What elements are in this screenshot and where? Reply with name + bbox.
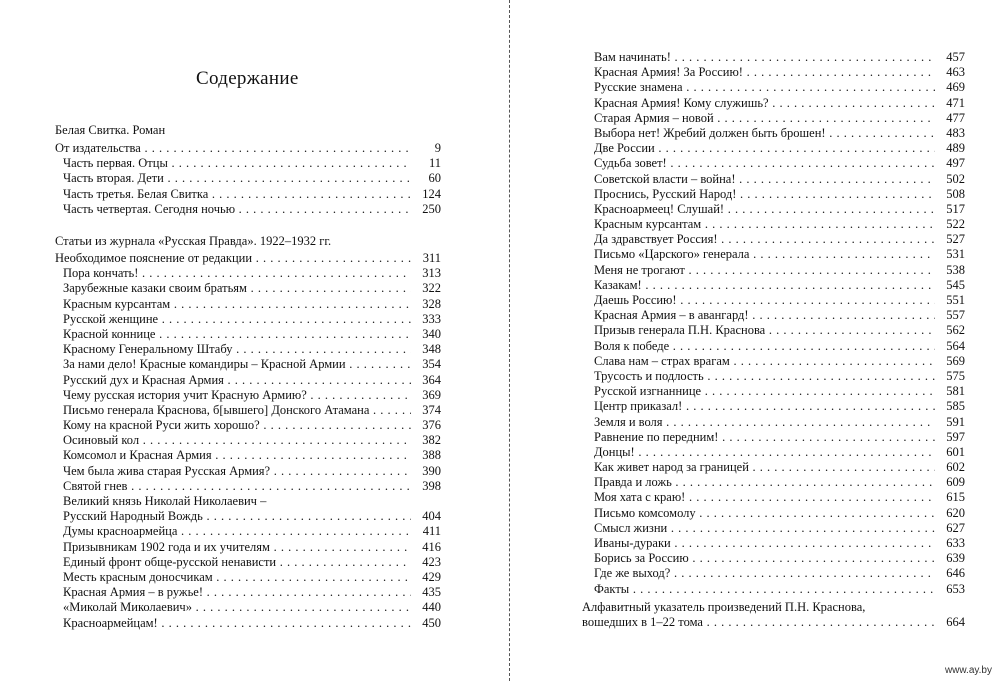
toc-entry-title: Центр приказал! . . .: [594, 399, 935, 414]
toc-entry-title: «Миколай Миколаевич» . . .: [63, 600, 411, 615]
toc-entry-title: Моя хата с краю! . . .: [594, 490, 935, 505]
toc-entry-title: Иваны-дураки . . .: [594, 536, 935, 551]
toc-entry-title: Борись за Россию . . .: [594, 551, 935, 566]
toc-entry-page: 557: [946, 308, 965, 323]
toc-entry: [63, 418, 441, 433]
toc-entry-page: 602: [946, 460, 965, 475]
toc-entry: [63, 312, 441, 327]
toc-entry-page: 562: [946, 323, 965, 338]
toc-entry: [594, 354, 965, 369]
toc-entry-title: Красной коннице . . .: [63, 327, 411, 342]
toc-entry-page: 390: [422, 463, 441, 478]
toc-entry-page: 469: [946, 80, 965, 95]
toc-entry-page: 597: [946, 429, 965, 444]
toc-entry-title: Советской власти – война! . . .: [594, 172, 935, 187]
toc-entry-title: Комсомол и Красная Армия . . .: [63, 448, 411, 463]
toc-entry-page: 11: [428, 156, 441, 171]
toc-entry-title: Зарубежные казаки своим братьям . . .: [63, 281, 411, 296]
toc-entry-title: Проснись, Русский Народ! . . .: [594, 187, 935, 202]
page-divider: [509, 0, 510, 681]
toc-entry: [594, 217, 965, 232]
toc-entry-page: 569: [946, 353, 965, 368]
toc-entry: [63, 448, 441, 463]
toc-entry-title: Месть красным доносчикам . . .: [63, 570, 411, 585]
toc-entry-page: 646: [946, 566, 965, 581]
toc-entry-title: Русский дух и Красная Армия . . .: [63, 373, 411, 388]
toc-entry-page: 250: [422, 201, 441, 216]
toc-entry: [594, 475, 965, 490]
toc-entry-page: 502: [946, 171, 965, 186]
toc-entry-page: 522: [946, 217, 965, 232]
toc-entry-page: 585: [946, 399, 965, 414]
toc-entry: [63, 327, 441, 342]
toc-entry: [594, 551, 965, 566]
toc-entry-title: Призыв генерала П.Н. Краснова . . .: [594, 323, 935, 338]
toc-entry: [63, 342, 441, 357]
toc-entry-title-line1: Великий князь Николай Николаевич –: [63, 494, 267, 508]
toc-entry: [594, 293, 965, 308]
toc-entry: [594, 187, 965, 202]
toc-entry-page: 508: [946, 186, 965, 201]
toc-entry: [594, 308, 965, 323]
toc-entry-title: Часть вторая. Дети . . .: [63, 171, 411, 186]
toc-entry-title: Факты . . .: [594, 582, 935, 597]
toc-entry-page: 328: [422, 296, 441, 311]
index-entry: [582, 600, 965, 630]
toc-entry: [63, 494, 441, 524]
toc-entry-page: 388: [422, 448, 441, 463]
toc-entry-title: Красная Армия! Кому служишь? . . .: [594, 96, 935, 111]
toc-entry-title: Красная Армия – в ружье! . . .: [63, 585, 411, 600]
toc-entry-title: Красная Армия – в авангард! . . .: [594, 308, 935, 323]
toc-entry-title: Равнение по передним! . . .: [594, 430, 935, 445]
toc-entry: [63, 171, 441, 186]
toc-entry: [63, 373, 441, 388]
toc-entry: [63, 433, 441, 448]
toc-entry-page: 429: [422, 569, 441, 584]
toc-entry-page: 311: [422, 251, 441, 265]
toc-entry: [594, 430, 965, 445]
toc-entry-title: Чему русская история учит Красную Армию? . . .: [63, 388, 411, 403]
section2-toc: [55, 251, 441, 631]
toc-entry: [55, 251, 441, 266]
toc-entry-title: Пора кончать! . . .: [63, 266, 411, 281]
toc-entry-page: 653: [946, 581, 965, 596]
toc-entry-page: 633: [946, 536, 965, 550]
toc-entry: [63, 585, 441, 600]
toc-entry-page: 471: [946, 95, 965, 110]
toc-entry-title: Письмо комсомолу . . .: [594, 506, 935, 521]
toc-entry-title: Красная Армия! За Россию! . . .: [594, 65, 935, 80]
toc-entry-page: 489: [946, 141, 965, 156]
toc-entry: [594, 156, 965, 171]
toc-entry-title: Земля и воля . . .: [594, 415, 935, 430]
toc-entry-title: Письмо «Царского» генерала . . .: [594, 247, 935, 262]
toc-entry-title: Да здравствует Россия! . . .: [594, 232, 935, 247]
toc-entry-page: 382: [422, 433, 441, 448]
section2-heading: Статьи из журнала «Русская Правда». 1922–1932 гг.: [55, 234, 332, 248]
toc-entry: [594, 202, 965, 217]
toc-entry-title: Красным курсантам . . .: [594, 217, 935, 232]
toc-entry-page: 60: [428, 171, 441, 186]
toc-entry-page: 463: [946, 65, 965, 80]
toc-entry-title: Донцы! . . .: [594, 445, 935, 460]
toc-entry-title: Необходимое пояснение от редакции . . .: [55, 251, 411, 266]
toc-entry-title: Две России . . .: [594, 141, 935, 156]
toc-entry: [594, 490, 965, 505]
toc-entry: [594, 521, 965, 536]
toc-entry-page: 313: [422, 266, 441, 281]
toc-entry-title: Трусость и подлость . . .: [594, 369, 935, 384]
toc-entry: [63, 202, 441, 217]
toc-entry-title: Думы красноармейца . . .: [63, 524, 411, 539]
toc-entry: [594, 126, 965, 141]
right-toc: [594, 50, 965, 597]
toc-entry-page: 9: [434, 141, 441, 155]
toc-entry: [63, 570, 441, 585]
toc-entry-title: Русские знамена . . .: [594, 80, 935, 95]
toc-entry-title: Русской женщине . . .: [63, 312, 411, 327]
toc-entry-page: 497: [946, 156, 965, 171]
toc-entry: [63, 555, 441, 570]
toc-entry: [594, 415, 965, 430]
toc-entry-title: вошедших в 1–22 тома . . .: [582, 615, 935, 630]
toc-entry-title: Выбора нет! Жребий должен быть брошен! . . .: [594, 126, 935, 141]
toc-entry-page: 450: [422, 615, 441, 630]
toc-entry: [594, 172, 965, 187]
toc-entry: [594, 445, 965, 460]
toc-entry-page: 545: [946, 277, 965, 292]
toc-entry-title: Чем была жива старая Русская Армия? . . .: [63, 464, 411, 479]
toc-entry-page: 551: [946, 293, 965, 307]
toc-entry-title: Старая Армия – новой . . .: [594, 111, 935, 126]
toc-entry-page: 440: [422, 600, 441, 615]
toc-entry: [63, 266, 441, 281]
toc-entry-page: 124: [422, 186, 441, 201]
toc-entry: [63, 403, 441, 418]
section1-toc: [55, 141, 441, 217]
toc-entry: [63, 524, 441, 539]
toc-entry: [594, 278, 965, 293]
toc-entry: [594, 247, 965, 262]
toc-entry-page: 483: [946, 125, 965, 140]
toc-entry: [63, 297, 441, 312]
toc-entry-title: Святой гнев . . .: [63, 479, 411, 494]
toc-entry: [594, 460, 965, 475]
toc-entry-title: Слава нам – страх врагам . . .: [594, 354, 935, 369]
toc-entry-title: Осиновый кол . . .: [63, 433, 411, 448]
toc-entry: [63, 357, 441, 372]
toc-entry: [594, 111, 965, 126]
toc-entry-title: Красноармейцам! . . .: [63, 616, 411, 631]
toc-entry-title: Казакам! . . .: [594, 278, 935, 293]
toc-entry-page: 531: [946, 247, 965, 262]
toc-entry: [594, 384, 965, 399]
toc-entry: [594, 232, 965, 247]
toc-entry-page: 416: [422, 539, 441, 554]
toc-entry: [594, 141, 965, 156]
page-title: Содержание: [196, 68, 299, 89]
toc-entry-page: 664: [946, 615, 965, 630]
watermark: www.ay.by: [944, 665, 992, 676]
toc-entry-title: От издательства . . .: [55, 141, 411, 156]
toc-entry-page: 615: [946, 490, 965, 505]
toc-entry-page: 404: [422, 509, 441, 524]
toc-entry-page: 333: [422, 311, 441, 326]
toc-entry-page: 575: [946, 368, 965, 383]
toc-entry: [594, 566, 965, 581]
toc-entry: [63, 479, 441, 494]
toc-entry-title: Меня не трогают . . .: [594, 263, 935, 278]
toc-entry-page: 581: [946, 384, 965, 399]
toc-entry-page: 591: [946, 414, 965, 429]
toc-entry: [594, 399, 965, 414]
toc-entry: [594, 506, 965, 521]
toc-entry-page: 340: [422, 326, 441, 341]
toc-entry: [63, 187, 441, 202]
toc-entry: [63, 388, 441, 403]
toc-entry-page: 477: [946, 110, 965, 125]
toc-entry: [594, 536, 965, 551]
toc-entry-page: 517: [946, 201, 965, 216]
toc-entry-title: Красноармеец! Слушай! . . .: [594, 202, 935, 217]
toc-entry-page: 423: [422, 554, 441, 569]
toc-entry: [63, 464, 441, 479]
toc-entry-page: 564: [946, 338, 965, 353]
toc-entry-page: 435: [422, 585, 441, 600]
toc-entry-title: Часть третья. Белая Свитка . . .: [63, 187, 411, 202]
toc-entry: [594, 263, 965, 278]
toc-entry: [594, 50, 965, 65]
toc-entry: [594, 369, 965, 384]
toc-entry-title-line1: Алфавитный указатель произведений П.Н. Краснова,: [582, 600, 866, 614]
toc-entry-title: Письмо генерала Краснова, б[ывшего] Донского Атамана . . .: [63, 403, 411, 418]
toc-entry-title: Красному Генеральному Штабу . . .: [63, 342, 411, 357]
toc-entry-page: 639: [946, 551, 965, 566]
toc-entry-page: 601: [946, 444, 965, 459]
toc-entry-page: 411: [422, 524, 441, 539]
toc-entry-page: 627: [946, 520, 965, 535]
toc-entry-page: 398: [422, 478, 441, 493]
toc-entry: [594, 65, 965, 80]
toc-entry-title: Вам начинать! . . .: [594, 50, 935, 65]
toc-entry-title: Единый фронт обще-русской ненависти . . .: [63, 555, 411, 570]
toc-entry: [594, 582, 965, 597]
toc-entry-page: 376: [422, 418, 441, 433]
toc-entry-title: Смысл жизни . . .: [594, 521, 935, 536]
toc-entry-title: Где же выход? . . .: [594, 566, 935, 581]
toc-entry-page: 354: [422, 357, 441, 372]
toc-entry-page: 364: [422, 372, 441, 387]
toc-entry-title: Кому на красной Руси жить хорошо? . . .: [63, 418, 411, 433]
toc-entry-page: 322: [422, 281, 441, 296]
toc-entry: [55, 141, 441, 156]
toc-entry-page: 374: [422, 402, 441, 417]
right-page: [512, 0, 1000, 681]
toc-entry-title: Правда и ложь . . .: [594, 475, 935, 490]
toc-entry-title: Русский Народный Вождь . . .: [63, 509, 411, 524]
toc-entry: [63, 616, 441, 631]
toc-entry-title: Воля к победе . . .: [594, 339, 935, 354]
toc-entry: [63, 156, 441, 171]
toc-entry: [594, 80, 965, 95]
toc-entry: [594, 96, 965, 111]
toc-entry: [582, 600, 965, 630]
toc-entry-page: 620: [946, 505, 965, 520]
section1-heading: Белая Свитка. Роман: [55, 123, 166, 137]
toc-entry-title: Судьба зовет! . . .: [594, 156, 935, 171]
toc-entry-page: 457: [946, 50, 965, 64]
toc-entry-title: Русской изгнаннице . . .: [594, 384, 935, 399]
toc-entry-title: Красным курсантам . . .: [63, 297, 411, 312]
toc-entry-title: Часть четвертая. Сегодня ночью . . .: [63, 202, 411, 217]
toc-entry: [594, 323, 965, 338]
toc-entry-title: Часть первая. Отцы . . .: [63, 156, 411, 171]
toc-entry-page: 538: [946, 262, 965, 277]
toc-entry-title: Даешь Россию! . . .: [594, 293, 935, 308]
toc-entry-page: 369: [422, 387, 441, 402]
toc-entry-title: Призывникам 1902 года и их учителям . . .: [63, 540, 411, 555]
toc-entry-page: 609: [946, 475, 965, 490]
toc-entry: [63, 540, 441, 555]
toc-entry-page: 348: [422, 342, 441, 357]
toc-entry: [594, 339, 965, 354]
toc-entry: [63, 281, 441, 296]
toc-entry-title: Как живет народ за границей . . .: [594, 460, 935, 475]
toc-entry: [63, 600, 441, 615]
toc-entry-page: 527: [946, 232, 965, 247]
toc-entry-title: За нами дело! Красные командиры – Красной Армии . . .: [63, 357, 411, 372]
